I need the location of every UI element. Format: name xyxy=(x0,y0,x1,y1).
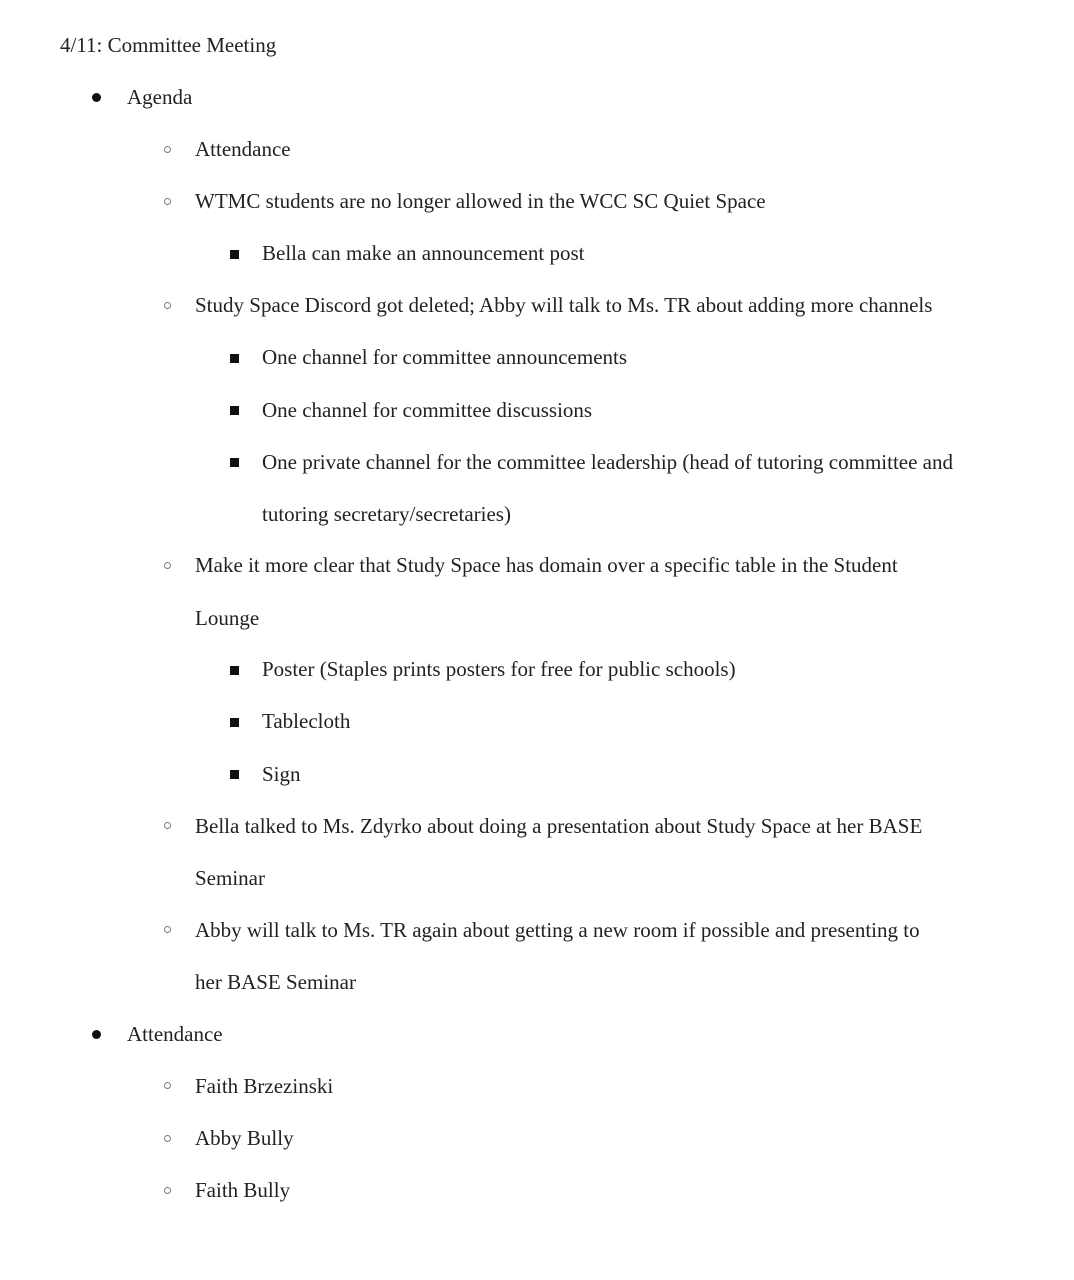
agenda-item-line2: Seminar xyxy=(195,866,265,890)
hollow-circle-bullet-icon xyxy=(164,1187,171,1194)
section-heading-attendance: Attendance xyxy=(127,1022,223,1046)
square-bullet-icon xyxy=(230,718,239,727)
agenda-item-line1: Bella talked to Ms. Zdyrko about doing a presentation about Study Space at her BASE xyxy=(195,814,923,838)
agenda-subitem: One channel for committee discussions xyxy=(262,398,593,422)
square-bullet-icon xyxy=(230,406,239,415)
agenda-item: Study Space Discord got deleted; Abby will talk to Ms. TR about adding more channels xyxy=(195,293,933,317)
square-bullet-icon xyxy=(230,354,239,363)
agenda-item-line1: Abby will talk to Ms. TR again about getting a new room if possible and presenting to xyxy=(195,918,920,942)
agenda-subitem: Bella can make an announcement post xyxy=(262,241,585,265)
hollow-circle-bullet-icon xyxy=(164,1135,171,1142)
square-bullet-icon xyxy=(230,770,239,779)
section-heading-agenda: Agenda xyxy=(127,85,193,109)
agenda-subitem: Tablecloth xyxy=(262,709,351,733)
agenda-item-line2: Lounge xyxy=(195,606,260,630)
agenda-subitem: Sign xyxy=(262,762,301,786)
square-bullet-icon xyxy=(230,458,239,467)
agenda-subitem-line1: One private channel for the committee leadership (head of tutoring committee and xyxy=(262,450,953,474)
agenda-subitem: One channel for committee announcements xyxy=(262,345,628,369)
agenda-subitem-line2: tutoring secretary/secretaries) xyxy=(262,502,511,526)
hollow-circle-bullet-icon xyxy=(164,302,171,309)
agenda-item-line2: her BASE Seminar xyxy=(195,970,356,994)
attendee-name: Faith Brzezinski xyxy=(195,1074,334,1098)
filled-circle-bullet-icon xyxy=(92,93,101,102)
square-bullet-icon xyxy=(230,250,239,259)
hollow-circle-bullet-icon xyxy=(164,562,171,569)
agenda-item: Attendance xyxy=(195,137,291,161)
hollow-circle-bullet-icon xyxy=(164,926,171,933)
attendee-name: Faith Bully xyxy=(195,1178,291,1202)
hollow-circle-bullet-icon xyxy=(164,822,171,829)
hollow-circle-bullet-icon xyxy=(164,1082,171,1089)
agenda-item: WTMC students are no longer allowed in the WCC SC Quiet Space xyxy=(195,189,766,213)
agenda-item-line1: Make it more clear that Study Space has domain over a specific table in the Student xyxy=(195,553,898,577)
document-title: 4/11: Committee Meeting xyxy=(60,33,277,57)
hollow-circle-bullet-icon xyxy=(164,198,171,205)
square-bullet-icon xyxy=(230,666,239,675)
attendee-name: Abby Bully xyxy=(195,1126,294,1150)
hollow-circle-bullet-icon xyxy=(164,146,171,153)
agenda-subitem: Poster (Staples prints posters for free for public schools) xyxy=(262,657,736,681)
filled-circle-bullet-icon xyxy=(92,1030,101,1039)
